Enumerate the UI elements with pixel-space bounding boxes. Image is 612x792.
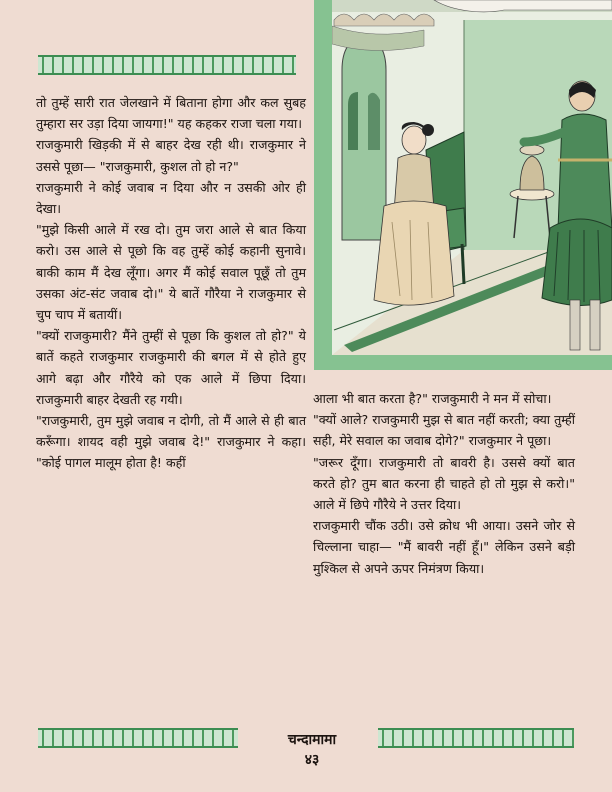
paragraph: "मुझे किसी आले में रख दो। तुम जरा आले से बात किया करो। उस आले से पूछो कि वह तुम्हें कोई कहानी सुनावे। बाकी काम मैं देख लूँगा। अगर मैं कोई सवाल पूछूँ तो तुम उसका अंट-संट जवाब दो।" ये बातें गौरैया ने राजकुमार से चुप चाप में बतायीं। bbox=[36, 222, 306, 323]
paragraph: आला भी बात करता है?" राजकुमारी ने मन में सोचा। bbox=[313, 391, 552, 406]
left-text-column bbox=[36, 92, 306, 474]
magazine-name: चन्दामामा bbox=[287, 732, 337, 748]
paragraph: "क्यों राजकुमारी? मैंने तुम्हीं से पूछा कि कुशल तो हो?" ये बातें कहते राजकुमार राजकुमारी की बगल में से होते हुए आगे बढ़ा और गौरैये को एक आले में छिपा दिया। राजकुमारी बाहर देखती रह गयी। bbox=[36, 328, 306, 407]
story-illustration bbox=[314, 0, 612, 370]
paragraph: "क्यों आले? राजकुमारी मुझ से बात नहीं करती; क्या तुम्हीं सही, मेरे सवाल का जवाब दोगे?" राजकुमार ने पूछा। bbox=[313, 412, 575, 449]
paragraph: "राजकुमारी, तुम मुझे जवाब न दोगी, तो मैं आले से ही बात करूँगा। शायद वही मुझे जवाब दे!" राजकुमार ने कहा। "कोई पागल मालूम होता है! कहीं bbox=[36, 413, 306, 471]
paragraph: "जरूर दूँगा। राजकुमारी तो बावरी है। उससे क्यों बात करते हो? तुम बात करना ही चाहते हो तो मुझ से करो।" आले में छिपे गौरैये ने उत्तर दिया। bbox=[313, 454, 575, 513]
right-text-column bbox=[313, 388, 575, 579]
paragraph: राजकुमारी ने कोई जवाब न दिया और न उसकी ओर ही देखा। bbox=[36, 179, 306, 217]
paragraph: तो तुम्हें सारी रात जेलखाने में बिताना होगा और कल सुबह तुम्हारा सर उड़ा दिया जायगा!" यह कहकर राजा चला गया। bbox=[36, 95, 306, 132]
paragraph: राजकुमारी चौंक उठी। उसे क्रोध भी आया। उसने जोर से चिल्लाना चाहा— "मैं बावरी नहीं हूँ।" लेकिन उसने बड़ी मुश्किल से अपने ऊपर निमंत्रण किया। bbox=[313, 518, 575, 576]
paragraph: राजकुमारी खिड़की में से बाहर देख रही थी। राजकुमार ने उससे पूछा— "राजकुमारी, कुशल तो हो न?" bbox=[36, 137, 306, 174]
bottom-right-decorative-border bbox=[378, 728, 574, 748]
bottom-left-decorative-border bbox=[38, 728, 238, 748]
page-number: ४३ bbox=[304, 752, 320, 768]
top-decorative-border bbox=[38, 55, 296, 75]
